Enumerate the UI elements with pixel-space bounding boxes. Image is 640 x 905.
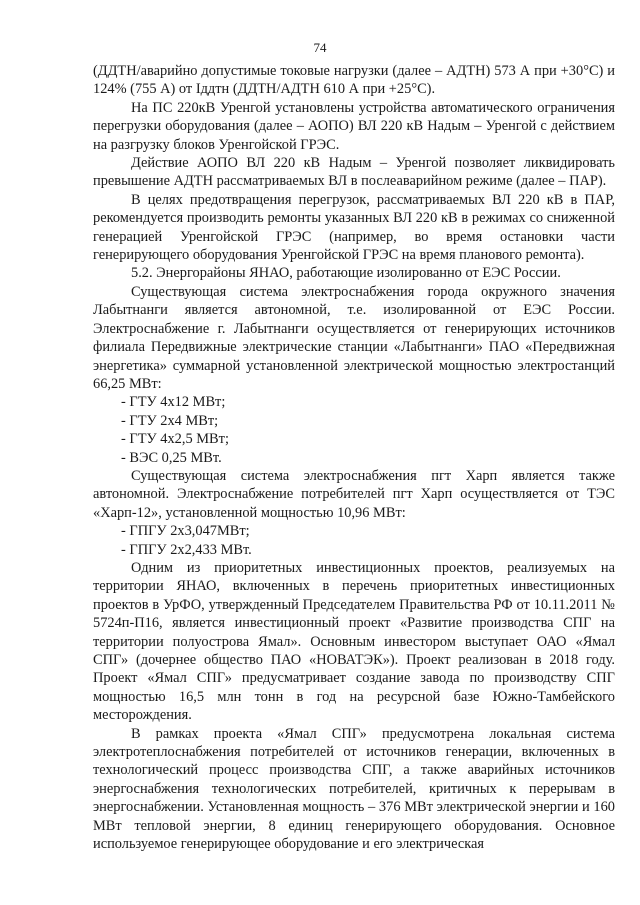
paragraph: Существующая система электроснабжения пгт Харп является также автономной. Электроснабжение потребителей пгт Харп осуществляется от ТЭС «Харп-12», установленной мощностью 10,96 МВт:	[93, 467, 615, 521]
paragraph: (ДДТН/аварийно допустимые токовые нагрузки (далее – АДТН) 573 А при +30°С) и 124% (755 А) от Iддтн (ДДТН/АДТН 610 А при +25°С).	[93, 63, 615, 98]
list-item: - ГПГУ 2х3,047МВт;	[121, 523, 250, 540]
paragraph: 5.2. Энергорайоны ЯНАО, работающие изолированно от ЕЭС России.	[131, 265, 561, 282]
paragraph: На ПС 220кВ Уренгой установлены устройства автоматического ограничения перегрузки оборудования (далее – АОПО) ВЛ 220 кВ Надым – Уренгой с действием на разгрузку блоков Уренгойской ГРЭС.	[93, 99, 615, 153]
document-body	[93, 62, 615, 853]
list-item: - ВЭС 0,25 МВт.	[121, 449, 222, 466]
paragraph: Существующая система электроснабжения города окружного значения Лабытнанги является автономной, т.е. изолированной от ЕЭС России. Электроснабжение г. Лабытнанги осуществляется от генерирующих источников филиала Передвижные электрические станции «Лабытнанги» ПАО «Передвижная энергетика» суммарной установленной электрической мощностью электростанций 66,25 МВт:	[93, 283, 615, 392]
list-item: - ГПГУ 2х2,433 МВт.	[121, 541, 252, 558]
list-item: - ГТУ 2х4 МВт;	[121, 412, 219, 429]
paragraph: Одним из приоритетных инвестиционных проектов, реализуемых на территории ЯНАО, включенных в перечень приоритетных инвестиционных проектов в УрФО, утвержденный Председателем Правительства РФ от 10.11.2011 № 5724п-П16, является инвестиционный проект «Развитие производства СПГ на территории полуострова Ямал». Основным инвестором выступает ОАО «Ямал СПГ» (дочернее общество ПАО «НОВАТЭК»). Проект реализован в 2018 году. Проект «Ямал СПГ» предусматривает создание завода по производству СПГ мощностью 16,5 млн тонн в год на ресурсной базе Южно-Тамбейского месторождения.	[93, 559, 615, 724]
list-item: - ГТУ 4х12 МВт;	[121, 394, 226, 411]
list-item: - ГТУ 4х2,5 МВт;	[121, 431, 229, 448]
paragraph: В целях предотвращения перегрузок, рассматриваемых ВЛ 220 кВ в ПАР, рекомендуется производить ремонты указанных ВЛ 220 кВ в режимах со сниженной генерацией Уренгойской ГРЭС (например, во время остановки части генерирующего оборудования Уренгойской ГРЭС на время планового ремонта).	[93, 191, 615, 264]
paragraph: Действие АОПО ВЛ 220 кВ Надым – Уренгой позволяет ликвидировать превышение АДТН рассматриваемых ВЛ в послеаварийном режиме (далее – ПАР).	[93, 155, 615, 190]
paragraph: В рамках проекта «Ямал СПГ» предусмотрена локальная система электротеплоснабжения потребителей от источников генерации, включенных в технологический процесс производства СПГ, а также аварийных источников энергоснабжения технологических потребителей, критичных к перерывам в энергоснабжении. Установленная мощность – 376 МВт электрической энергии и 160 МВт тепловой энергии, 8 единиц генерирующего оборудования. Основное используемое генерирующее оборудование и его электрическая	[93, 725, 615, 853]
page-number: 74	[313, 40, 327, 55]
